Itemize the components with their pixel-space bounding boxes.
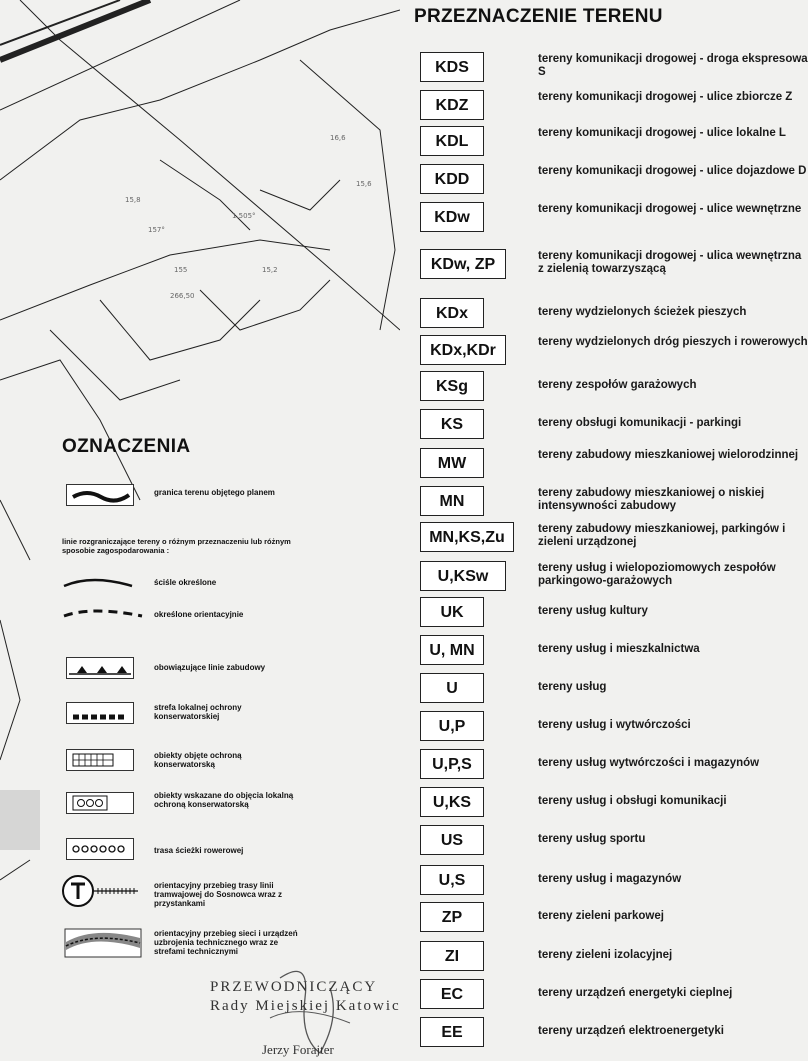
legend-code-box: EE [420,1017,484,1047]
legend-code-box: U, MN [420,635,484,665]
legend-code-box: MN [420,486,484,516]
bike-label: trasa ścieżki rowerowej [154,846,244,855]
stamp [210,978,401,1016]
map-label: 15,6 [356,180,372,188]
legend-code-box: KDZ [420,90,484,120]
legend-code-box: U,KS [420,787,484,817]
boundary-label: granica terenu objętego planem [154,488,275,497]
legend-description: tereny usług wytwórczości i magazynów [538,757,760,769]
legend-code-box: U,P [420,711,484,741]
legend-description: tereny zabudowy mieszkaniowej, parkingów i zieleni urządzonej [538,523,786,548]
map-label: 266,50 [170,292,195,300]
legend-description: tereny zabudowy mieszkaniowej o niskiej intensywności zabudowy [538,487,765,512]
protected-label: obiekty objęte ochroną konserwatorską [154,751,242,769]
legend-description: tereny komunikacji drogowej - ulica wewnętrzna z zielenią towarzyszącą [538,250,802,275]
legend-description: tereny usług i wielopoziomowych zespołów parkingowo-garażowych [538,562,776,587]
legend-code-box: KSg [420,371,484,401]
legend-description: tereny komunikacji drogowej - ulice dojazdowe D [538,165,807,177]
legend-code-box: MN,KS,Zu [420,522,514,552]
map-label: 16,6 [330,134,346,142]
legend-code-box: KDD [420,164,484,194]
stamp-signature: Jerzy Forajter [262,1042,334,1057]
legend-description: tereny zieleni izolacyjnej [538,949,673,961]
legend-description: tereny zieleni parkowej [538,910,664,922]
conservation-zone-symbol [66,702,134,724]
legend-description: tereny obsługi komunikacji - parkingi [538,417,742,429]
proposed-label: obiekty wskazane do objęcia lokalną ochroną konserwatorską [154,791,294,809]
legend-code-box: KDw, ZP [420,249,506,279]
legend-code-box: KDx [420,298,484,328]
network-symbol [64,928,144,960]
division-note: linie rozgraniczające tereny o różnym przeznaczeniu lub różnym sposobie zagospodarowania : [62,537,291,555]
map-label: 1.505° [232,212,256,220]
legend-code-box: ZI [420,941,484,971]
legend-description: tereny urządzeń energetyki cieplnej [538,987,733,999]
legend-description: tereny komunikacji drogowej - droga ekspresowa S [538,53,808,78]
bike-symbol [66,838,134,860]
conservation-zone-label: strefa lokalnej ochrony konserwatorskiej [154,703,242,721]
network-label: orientacyjny przebieg sieci i urządzeń uzbrojenia technicznego wraz ze strefami technicznymi [154,929,298,956]
legend-description: tereny komunikacji drogowej - ulice wewnętrzne [538,203,802,215]
legend-code-box: KDw [420,202,484,232]
legend-description: tereny usług [538,681,607,693]
legend-code-box: KDL [420,126,484,156]
legend-code-box: U,P,S [420,749,484,779]
legend-description: tereny wydzielonych dróg pieszych i rowerowych [538,336,808,348]
line-defined-label: ściśle określone [154,578,217,587]
building-line-label: obowiązujące linie zabudowy [154,663,266,672]
legend-code-box: U,KSw [420,561,506,591]
line-orient-symbol [62,604,146,624]
legend-description: tereny komunikacji drogowej - ulice zbiorcze Z [538,91,793,103]
legend-description: tereny usług i obsługi komunikacji [538,795,727,807]
legend-title: PRZEZNACZENIE TERENU [414,6,663,27]
legend-code-box: MW [420,448,484,478]
legend-code-box: KDS [420,52,484,82]
line-orient-label: określone orientacyjnie [154,610,244,619]
legend-description: tereny usług i magazynów [538,873,682,885]
oznaczenia-title: OZNACZENIA [62,436,191,457]
building-line-symbol [66,657,134,679]
tram-symbol [62,874,142,908]
map-label: 155 [174,266,188,274]
legend-description: tereny usług sportu [538,833,646,845]
legend-code-box: KDx,KDr [420,335,506,365]
legend-code-box: US [420,825,484,855]
stamp-council: Rady Miejskiej Katowic [210,998,401,1014]
legend-description: tereny wydzielonych ścieżek pieszych [538,306,747,318]
legend-code-box: UK [420,597,484,627]
map-label: 15,2 [262,266,278,274]
legend-code-box: U,S [420,865,484,895]
legend-code-box: ZP [420,902,484,932]
boundary-symbol [66,484,134,506]
legend-description: tereny usług i wytwórczości [538,719,691,731]
legend-description: tereny usług kultury [538,605,648,617]
legend-code-box: KS [420,409,484,439]
legend-code-box: EC [420,979,484,1009]
map-label: 15,8 [125,196,141,204]
legend-description: tereny komunikacji drogowej - ulice lokalne L [538,127,786,139]
stamp-title: PRZEWODNICZĄCY [210,979,378,995]
legend-description: tereny usług i mieszkalnictwa [538,643,700,655]
protected-symbol [66,749,134,771]
map-label: 157° [148,226,165,234]
legend-code-box: U [420,673,484,703]
legend-description: tereny zespołów garażowych [538,379,697,391]
legend-description: tereny urządzeń elektroenergetyki [538,1025,724,1037]
proposed-symbol [66,792,134,814]
legend-description: tereny zabudowy mieszkaniowej wielorodzinnej [538,449,799,461]
line-defined-symbol [62,572,134,592]
tram-label: orientacyjny przebieg trasy linii tramwajowej do Sosnowca wraz z przystankami [154,881,283,908]
